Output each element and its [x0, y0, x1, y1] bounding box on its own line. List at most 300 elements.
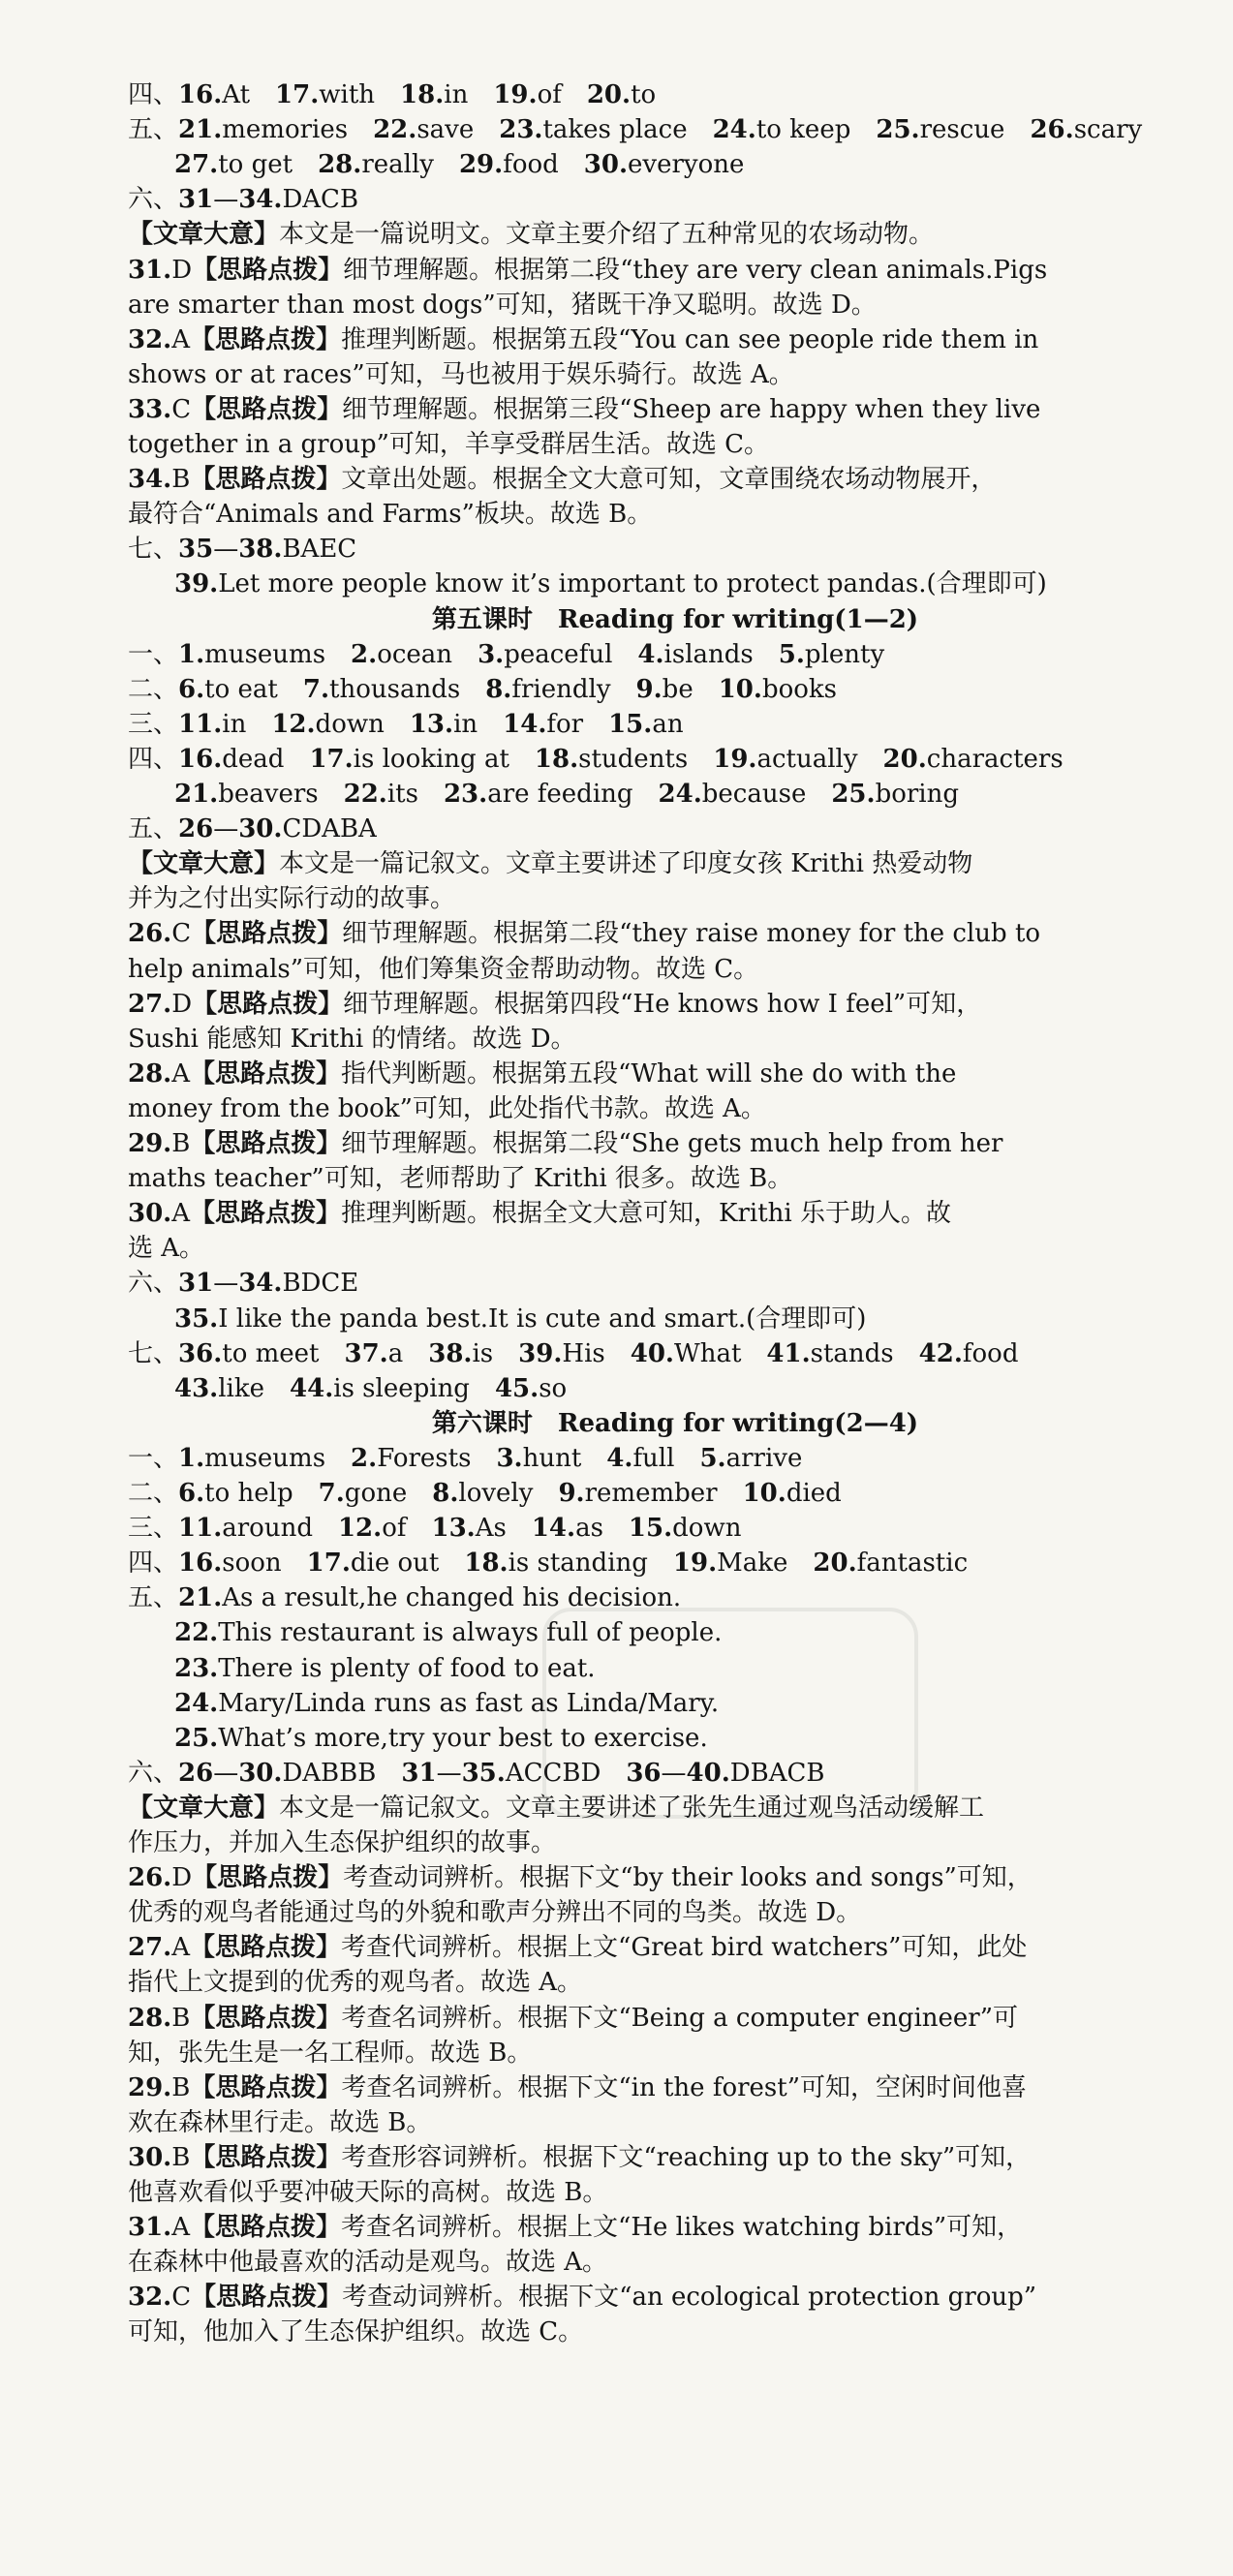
- bold-label: 30.: [238, 814, 283, 844]
- text-run: 考查动词辨析。根据下文“by their looks and songs”可知，: [343, 1863, 1033, 1893]
- text-run: 五、: [128, 814, 179, 844]
- text-run: 最符合“Animals and Farms”板块。故选 B。: [128, 500, 653, 530]
- text-run: fantastic: [856, 1549, 969, 1579]
- text-run: to meet: [222, 1338, 320, 1368]
- answer-line: [128, 1930, 1222, 1965]
- bold-label: 12.: [337, 1514, 383, 1544]
- bold-label: 19.: [713, 744, 757, 774]
- answer-line: [128, 2175, 1222, 2210]
- text-run: 四、: [128, 744, 179, 774]
- bold-label: 8.: [485, 674, 512, 704]
- bold-label: 8.: [432, 1479, 459, 1508]
- text-run: D: [171, 989, 193, 1019]
- section-title: [128, 602, 1222, 637]
- bold-label: 35.: [461, 1758, 506, 1788]
- section-title: [128, 1406, 1222, 1441]
- text-run: thousands: [329, 674, 461, 704]
- answer-line: [128, 1441, 1222, 1476]
- bold-label: 24.: [712, 115, 756, 145]
- text-run: 可知，他加入了生态保护组织。故选 C。: [128, 2317, 584, 2347]
- text-run: 第六课时: [431, 1408, 533, 1438]
- bold-label: 26.: [128, 919, 172, 949]
- answer-line: [128, 1231, 1222, 1266]
- text-run: What’s more,try your best to exercise.: [218, 1723, 708, 1753]
- bold-label: 【思路点拨】: [192, 989, 344, 1019]
- bold-label: 30.: [128, 1199, 172, 1229]
- bold-label: 2.: [351, 1443, 378, 1473]
- text-run: 并为之付出实际行动的故事。: [128, 884, 456, 914]
- text-run: soon: [222, 1549, 282, 1579]
- text-run: 优秀的观鸟者能通过鸟的外貌和歌声分辨出不同的鸟类。故选 D。: [128, 1898, 862, 1928]
- answer-line: [128, 182, 1222, 217]
- bold-label: 31: [178, 185, 214, 215]
- bold-label: 17.: [306, 1549, 351, 1579]
- text-run: dead: [222, 744, 285, 774]
- text-run: DABBB: [282, 1758, 377, 1788]
- bold-label: 18.: [534, 744, 579, 774]
- answer-line: [128, 1965, 1222, 2000]
- answer-line: [128, 2070, 1222, 2105]
- answer-line: [128, 952, 1222, 987]
- bold-label: 2.: [351, 639, 378, 669]
- text-run: 六、: [128, 185, 179, 215]
- answer-line: [128, 1057, 1222, 1091]
- bold-label: 7.: [318, 1479, 345, 1508]
- bold-label: 36.: [178, 1338, 223, 1368]
- answer-line: [174, 777, 1220, 812]
- text-run: arrive: [725, 1443, 803, 1473]
- text-run: —: [213, 814, 239, 844]
- answer-line: [128, 672, 1222, 707]
- bold-label: 28.: [128, 1058, 172, 1089]
- text-run: 考查动词辨析。根据下文“an ecological protection group”: [342, 2283, 1037, 2313]
- text-run: with: [319, 80, 376, 109]
- answer-line: [128, 637, 1222, 672]
- text-run: to help: [204, 1479, 293, 1508]
- bold-label: 9.: [558, 1479, 585, 1508]
- bold-label: 5.: [699, 1443, 726, 1473]
- bold-label: 36: [626, 1758, 662, 1788]
- answer-line: [128, 1022, 1222, 1057]
- bold-label: 38.: [238, 535, 283, 565]
- bold-label: 5.: [778, 639, 805, 669]
- text-run: 考查代词辨析。根据上文“Great bird watchers”可知，此处: [341, 1933, 1028, 1963]
- answer-line: [128, 1476, 1222, 1511]
- text-run: 第五课时: [431, 604, 533, 634]
- answer-line: [128, 1511, 1222, 1546]
- text-run: 七、: [128, 535, 179, 565]
- text-run: in: [222, 709, 247, 739]
- bold-label: 30.: [128, 2142, 172, 2172]
- bold-label: 3.: [478, 639, 505, 669]
- bold-label: 31: [401, 1758, 437, 1788]
- bold-label: 14.: [531, 1514, 576, 1544]
- text-run: 五、: [128, 1583, 179, 1613]
- text-run: A: [171, 1933, 191, 1963]
- bold-label: 【思路点拨】: [190, 2213, 342, 2243]
- bold-label: 35.: [174, 1303, 219, 1334]
- bold-label: 17.: [309, 744, 354, 774]
- text-run: 他喜欢看似乎要冲破天际的高树。故选 B。: [128, 2178, 608, 2207]
- text-run: for: [546, 709, 584, 739]
- answer-line: [128, 1895, 1222, 1930]
- text-run: in: [453, 709, 478, 739]
- text-run: There is plenty of food to eat.: [218, 1653, 596, 1683]
- text-run: CDABA: [282, 814, 377, 844]
- text-run: 在森林中他最喜欢的活动是观鸟。故选 A。: [128, 2248, 608, 2278]
- watermark-stamp: [542, 1608, 918, 1819]
- text-run: Reading for writing(2—4): [557, 1408, 919, 1438]
- text-run: 细节理解题。根据第二段“they are very clean animals.Pigs: [343, 255, 1048, 285]
- text-run: 二、: [128, 674, 179, 704]
- text-run: friendly: [511, 674, 611, 704]
- text-run: C: [171, 919, 192, 949]
- bold-label: 16.: [178, 1549, 223, 1579]
- text-run: A: [171, 2213, 191, 2243]
- bold-label: 6.: [178, 1479, 205, 1508]
- text-run: Reading for writing(1—2): [557, 604, 919, 634]
- bold-label: 1.: [178, 1443, 205, 1473]
- text-run: ACCBD: [505, 1758, 601, 1788]
- text-run: 考查名词辨析。根据下文“in the forest”可知，空闲时间他喜: [341, 2072, 1027, 2102]
- text-run: DBACB: [729, 1758, 825, 1788]
- bold-label: 21.: [174, 780, 219, 809]
- text-run: full: [632, 1443, 675, 1473]
- text-run: BDCE: [282, 1269, 359, 1299]
- text-run: takes place: [542, 115, 688, 145]
- answer-line: [128, 392, 1222, 427]
- bold-label: 20.: [813, 1549, 857, 1579]
- text-run: lovely: [458, 1479, 534, 1508]
- bold-label: 40.: [686, 1758, 730, 1788]
- text-run: 四、: [128, 1549, 179, 1579]
- bold-label: 17.: [275, 80, 320, 109]
- bold-label: 32.: [128, 2283, 172, 2313]
- text-run: in: [444, 80, 469, 109]
- bold-label: 26: [178, 814, 214, 844]
- text-run: His: [562, 1338, 605, 1368]
- bold-label: 25.: [174, 1723, 219, 1753]
- bold-label: 【思路点拨】: [190, 1058, 342, 1089]
- text-run: 本文是一篇记叙文。文章主要讲述了印度女孩 Krithi 热爱动物: [279, 849, 973, 879]
- bold-label: 1.: [178, 639, 205, 669]
- bold-label: 20.: [882, 744, 927, 774]
- bold-label: 23.: [443, 780, 488, 809]
- text-run: Mary/Linda runs as fast as Linda/Mary.: [218, 1688, 720, 1718]
- bold-label: 31.: [128, 2213, 172, 2243]
- bold-label: 37.: [344, 1338, 388, 1368]
- answer-line: [128, 2280, 1222, 2315]
- bold-label: 【思路点拨】: [190, 1933, 342, 1963]
- text-run: 细节理解题。根据第四段“He knows how I feel”可知，: [343, 989, 982, 1019]
- bold-label: 4.: [637, 639, 664, 669]
- text-run: Forests: [377, 1443, 472, 1473]
- text-run: is standing: [508, 1549, 648, 1579]
- bold-label: 29.: [128, 2072, 172, 2102]
- answer-line: [128, 1825, 1222, 1860]
- text-run: characters: [926, 744, 1063, 774]
- bold-label: 41.: [766, 1338, 811, 1368]
- text-run: 推理判断题。根据全文大意可知，Krithi 乐于助人。故: [341, 1199, 951, 1229]
- text-run: What: [673, 1338, 742, 1368]
- bold-label: 19.: [672, 1549, 718, 1579]
- text-run: scary: [1073, 115, 1143, 145]
- text-run: shows or at races”可知，马也被用于娱乐骑行。故选 A。: [128, 359, 794, 389]
- text-run: museums: [204, 639, 326, 669]
- answer-line: [128, 1860, 1222, 1895]
- bold-label: 21.: [178, 115, 223, 145]
- text-run: B: [171, 2142, 191, 2172]
- answer-line: [128, 1126, 1222, 1161]
- text-run: 选 A。: [128, 1234, 205, 1264]
- bold-label: 【思路点拨】: [191, 394, 343, 424]
- text-run: together in a group”可知，羊享受群居生活。故选 C。: [128, 430, 770, 459]
- bold-label: 34.: [238, 185, 283, 215]
- text-run: maths teacher”可知，老师帮助了 Krithi 很多。故选 B。: [128, 1164, 793, 1194]
- answer-line: [128, 881, 1222, 916]
- bold-label: 【思路点拨】: [192, 1863, 344, 1893]
- bold-label: 33.: [128, 394, 172, 424]
- bold-label: 39.: [174, 569, 219, 599]
- bold-label: 44.: [290, 1373, 334, 1403]
- bold-label: 26.: [1030, 115, 1074, 145]
- bold-label: 38.: [428, 1338, 473, 1368]
- text-run: 五、: [128, 115, 179, 145]
- text-run: plenty: [804, 639, 885, 669]
- text-run: museums: [204, 1443, 326, 1473]
- text-run: 三、: [128, 709, 179, 739]
- answer-line: [128, 112, 1222, 147]
- bold-label: 45.: [494, 1373, 539, 1403]
- text-run: be: [662, 674, 694, 704]
- answer-line: [128, 742, 1222, 777]
- text-run: gone: [344, 1479, 408, 1508]
- text-run: 六、: [128, 1758, 179, 1788]
- bold-label: 10.: [742, 1479, 786, 1508]
- bold-label: 18.: [400, 80, 445, 109]
- answer-line: [128, 707, 1222, 742]
- bold-label: 3.: [496, 1443, 523, 1473]
- text-run: Let more people know it’s important to protect pandas.(合理即可): [218, 569, 1047, 599]
- text-run: its: [386, 780, 418, 809]
- bold-label: 29.: [458, 150, 504, 180]
- text-run: —: [661, 1758, 687, 1788]
- bold-label: 6.: [178, 674, 205, 704]
- answer-line: [128, 2105, 1222, 2140]
- bold-label: 14.: [503, 709, 547, 739]
- answer-line: [128, 253, 1222, 288]
- bold-label: 34.: [128, 465, 172, 495]
- bold-label: 31.: [128, 255, 172, 285]
- answer-line: [128, 1161, 1222, 1196]
- text-run: are smarter than most dogs”可知，猪既干净又聪明。故选 D。: [128, 290, 877, 320]
- bold-label: 40.: [630, 1338, 674, 1368]
- text-run: help animals”可知，他们筹集资金帮助动物。故选 C。: [128, 954, 759, 984]
- text-run: Make: [717, 1549, 788, 1579]
- text-run: boring: [875, 780, 960, 809]
- text-run: food: [962, 1338, 1019, 1368]
- answer-line: [128, 2036, 1222, 2070]
- bold-label: 22.: [343, 780, 387, 809]
- text-run: 六、: [128, 1269, 179, 1299]
- text-run: as: [575, 1514, 603, 1544]
- text-run: D: [171, 255, 193, 285]
- text-run: remember: [584, 1479, 718, 1508]
- text-run: ocean: [377, 639, 453, 669]
- answer-line: [174, 1302, 1220, 1336]
- text-run: —: [213, 1758, 239, 1788]
- text-run: is looking at: [353, 744, 509, 774]
- text-run: is: [472, 1338, 494, 1368]
- bold-label: 26.: [128, 1863, 172, 1893]
- text-run: 考查名词辨析。根据上文“He likes watching birds”可知，: [341, 2213, 1023, 2243]
- bold-label: 22.: [174, 1618, 219, 1648]
- answer-line: [128, 532, 1222, 567]
- bold-label: 15.: [608, 709, 653, 739]
- text-run: B: [171, 1129, 191, 1158]
- text-run: This restaurant is always full of people.: [218, 1618, 723, 1648]
- text-run: to eat: [204, 674, 278, 704]
- answer-line: [128, 1546, 1222, 1580]
- text-run: A: [171, 1058, 191, 1089]
- bold-label: 22.: [373, 115, 417, 145]
- bold-label: 【思路点拨】: [190, 465, 342, 495]
- text-run: to keep: [755, 115, 851, 145]
- text-run: A: [171, 1199, 191, 1229]
- answer-line: [128, 462, 1222, 497]
- text-run: to: [631, 80, 657, 109]
- text-run: 推理判断题。根据第五段“You can see people ride them in: [341, 324, 1039, 354]
- bold-label: 13.: [431, 1514, 476, 1544]
- text-run: C: [171, 2283, 192, 2313]
- text-run: B: [171, 465, 191, 495]
- bold-label: 26: [178, 1758, 214, 1788]
- text-run: At: [222, 80, 251, 109]
- bold-label: 【思路点拨】: [190, 1199, 342, 1229]
- text-run: of: [537, 80, 562, 109]
- text-run: are feeding: [487, 780, 633, 809]
- bold-label: 12.: [271, 709, 316, 739]
- text-run: islands: [663, 639, 754, 669]
- bold-label: 【思路点拨】: [190, 2072, 342, 2102]
- answer-line: [128, 2315, 1222, 2349]
- text-run: 知，张先生是一名工程师。故选 B。: [128, 2038, 533, 2068]
- bold-label: 28.: [128, 2003, 172, 2033]
- text-run: I like the panda best.It is cute and smart.(合理即可): [218, 1303, 867, 1334]
- text-run: 作压力，并加入生态保护组织的故事。: [128, 1828, 557, 1857]
- answer-line: [128, 217, 1222, 252]
- text-run: 本文是一篇说明文。文章主要介绍了五种常见的农场动物。: [279, 220, 935, 250]
- text-run: A: [171, 324, 191, 354]
- bold-label: 9.: [635, 674, 663, 704]
- text-run: to get: [218, 150, 293, 180]
- bold-label: 【思路点拨】: [190, 2003, 342, 2033]
- answer-line: [128, 322, 1222, 357]
- text-run: rescue: [919, 115, 1005, 145]
- text-run: —: [213, 1269, 239, 1299]
- bold-label: 【思路点拨】: [191, 919, 343, 949]
- text-run: 细节理解题。根据第二段“they raise money for the club to: [342, 919, 1041, 949]
- answer-line: [128, 77, 1222, 112]
- answer-line: [174, 147, 1220, 182]
- text-run: As a result,he changed his decision.: [222, 1583, 682, 1613]
- bold-label: 16.: [178, 80, 223, 109]
- bold-label: 【思路点拨】: [190, 324, 342, 354]
- bold-label: 16.: [178, 744, 223, 774]
- bold-label: 42.: [918, 1338, 963, 1368]
- text-run: 三、: [128, 1514, 179, 1544]
- bold-label: 24.: [658, 780, 702, 809]
- text-run: 指代判断题。根据第五段“What will she do with the: [341, 1058, 957, 1089]
- bold-label: 39.: [518, 1338, 563, 1368]
- text-run: peaceful: [504, 639, 613, 669]
- text-run: so: [539, 1373, 568, 1403]
- text-run: a: [387, 1338, 404, 1368]
- text-run: money from the book”可知，此处指代书款。故选 A。: [128, 1093, 766, 1123]
- bold-label: 32.: [128, 324, 172, 354]
- bold-label: 【文章大意】: [128, 1793, 280, 1823]
- text-run: Sushi 能感知 Krithi 的情绪。故选 D。: [128, 1024, 576, 1054]
- bold-label: 【思路点拨】: [192, 255, 344, 285]
- text-run: down: [672, 1514, 742, 1544]
- bold-label: 25.: [876, 115, 920, 145]
- text-run: 一、: [128, 639, 179, 669]
- text-run: memories: [222, 115, 349, 145]
- text-run: 细节理解题。根据第三段“Sheep are happy when they live: [342, 394, 1041, 424]
- bold-label: 【思路点拨】: [190, 2142, 342, 2172]
- bold-label: 31: [178, 1269, 214, 1299]
- text-run: 一、: [128, 1443, 179, 1473]
- bold-label: 19.: [493, 80, 538, 109]
- text-run: save: [416, 115, 475, 145]
- text-run: beavers: [218, 780, 319, 809]
- text-run: stands: [810, 1338, 894, 1368]
- text-run: —: [213, 185, 239, 215]
- text-run: D: [171, 1863, 193, 1893]
- text-run: BAEC: [282, 535, 357, 565]
- bold-label: 35: [178, 535, 214, 565]
- bold-label: 30.: [238, 1758, 283, 1788]
- text-run: 指代上文提到的优秀的观鸟者。故选 A。: [128, 1968, 583, 1998]
- text-run: —: [213, 535, 239, 565]
- text-run: really: [361, 150, 434, 180]
- text-run: because: [701, 780, 807, 809]
- text-run: died: [786, 1479, 842, 1508]
- bold-label: 23.: [174, 1653, 219, 1683]
- bold-label: 30.: [583, 150, 629, 180]
- answer-line: [128, 846, 1222, 881]
- text-run: DACB: [282, 185, 359, 215]
- bold-label: 4.: [606, 1443, 633, 1473]
- bold-label: 23.: [499, 115, 543, 145]
- text-run: an: [652, 709, 684, 739]
- bold-label: 11.: [178, 709, 223, 739]
- answer-line: [128, 1091, 1222, 1126]
- bold-label: 29.: [128, 1129, 172, 1158]
- text-run: hunt: [522, 1443, 582, 1473]
- bold-label: 43.: [174, 1373, 219, 1403]
- text-run: B: [171, 2072, 191, 2102]
- text-run: 四、: [128, 80, 179, 109]
- answer-line: [128, 812, 1222, 846]
- bold-label: 27.: [128, 989, 172, 1019]
- answer-line: [128, 987, 1222, 1022]
- text-run: As: [475, 1514, 507, 1544]
- answer-line: [128, 288, 1222, 322]
- bold-label: 15.: [628, 1514, 673, 1544]
- bold-label: 10.: [718, 674, 762, 704]
- bold-label: 27.: [128, 1933, 172, 1963]
